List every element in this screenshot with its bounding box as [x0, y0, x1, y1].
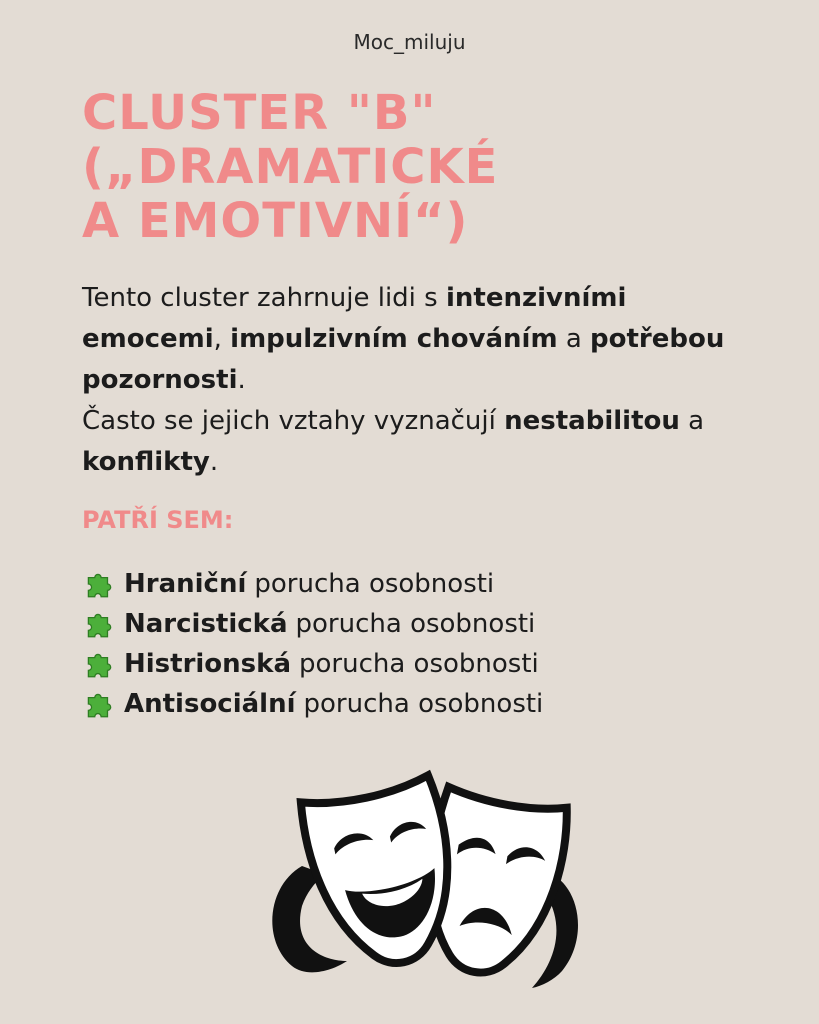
intro-text-span: ,: [213, 324, 231, 354]
intro-paragraph-2: [82, 401, 762, 483]
disorder-suffix: porucha osobnosti: [299, 649, 539, 679]
intro-text-span: a: [679, 406, 705, 436]
intro-bold-conflicts: konflikty: [82, 447, 210, 477]
list-item: [82, 644, 543, 684]
list-item: [82, 564, 543, 604]
title-line-3: A EMOTIVNÍ“): [82, 193, 469, 249]
title-line-1: CLUSTER "B": [82, 85, 437, 141]
puzzle-piece-icon: [82, 567, 116, 601]
list-item: [82, 684, 543, 724]
puzzle-piece-icon: [82, 607, 116, 641]
disorder-suffix: porucha osobnosti: [254, 569, 495, 599]
disorder-suffix: porucha osobnosti: [303, 689, 544, 719]
intro-bold-instability: nestabilitou: [504, 406, 680, 436]
disorder-name: Narcistická: [124, 609, 288, 639]
intro-text-span: a: [557, 324, 591, 354]
list-item: [82, 604, 543, 644]
puzzle-piece-icon: [82, 647, 116, 681]
intro-text-span: .: [209, 447, 219, 477]
title-line-2: („DRAMATICKÉ: [82, 139, 499, 195]
intro-bold-behavior: impulzivním chováním: [230, 324, 558, 354]
page-title: [82, 86, 722, 248]
intro-bold-emotions: intenzivními emocemi: [82, 283, 627, 354]
intro-bold-attention: potřebou pozornosti: [82, 324, 725, 395]
intro-paragraph-1: [82, 278, 762, 401]
section-heading: PATŘÍ SEM:: [82, 506, 234, 534]
disorder-name: Histrionská: [124, 649, 291, 679]
puzzle-piece-icon: [82, 687, 116, 721]
disorder-name: Antisociální: [124, 689, 296, 719]
intro-text-span: Tento cluster zahrnuje lidi s: [82, 283, 446, 313]
theater-masks-icon: [262, 766, 592, 996]
intro-text-span: .: [237, 365, 246, 395]
intro-text: [82, 278, 762, 483]
disorder-suffix: porucha osobnosti: [295, 609, 536, 639]
account-handle: Moc_miluju: [353, 30, 466, 54]
disorder-list: [82, 564, 543, 724]
disorder-name: Hraniční: [124, 569, 247, 599]
intro-text-span: Často se jejich vztahy vyznačují: [82, 406, 505, 436]
